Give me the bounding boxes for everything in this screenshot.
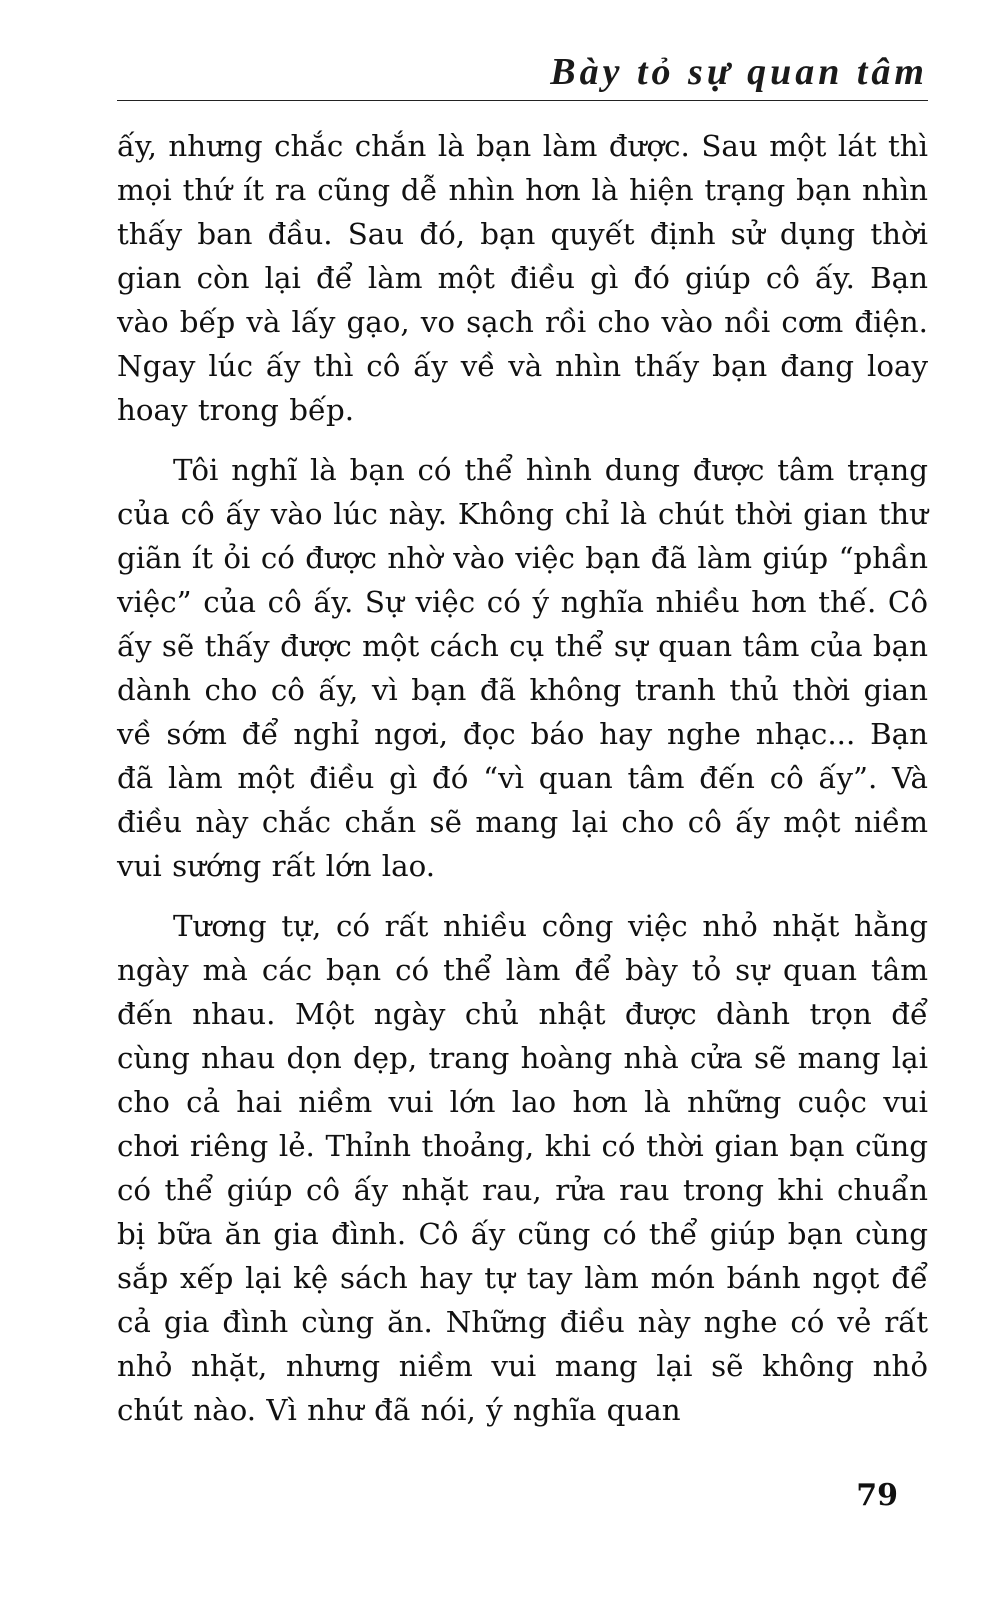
page-number: 79 — [856, 1478, 898, 1513]
running-header — [117, 50, 928, 101]
paragraph: Tôi nghĩ là bạn có thể hình dung được tâm trạng của cô ấy vào lúc này. Không chỉ là chút thời gian thư giãn ít ỏi có được nhờ vào việc bạn đã làm giúp “phần việc” của cô ấy. Sự việc có ý nghĩa nhiều hơn thế. Cô ấy sẽ thấy được một cách cụ thể sự quan tâm của bạn dành cho cô ấy, vì bạn đã không tranh thủ thời gian về sớm để nghỉ ngơi, đọc báo hay nghe nhạc... Bạn đã làm một điều gì đó “vì quan tâm đến cô ấy”. Và điều này chắc chắn sẽ mang lại cho cô ấy một niềm vui sướng rất lớn lao. — [117, 453, 928, 883]
paragraph-continued: ấy, nhưng chắc chắn là bạn làm được. Sau một lát thì mọi thứ ít ra cũng dễ nhìn hơn là hiện trạng bạn nhìn thấy ban đầu. Sau đó, bạn quyết định sử dụng thời gian còn lại để làm một điều gì đó giúp cô ấy. Bạn vào bếp và lấy gạo, vo sạch rồi cho vào nồi cơm điện. Ngay lúc ấy thì cô ấy về và nhìn thấy bạn đang loay hoay trong bếp. — [117, 129, 928, 427]
paragraph: Tương tự, có rất nhiều công việc nhỏ nhặt hằng ngày mà các bạn có thể làm để bày tỏ sự quan tâm đến nhau. Một ngày chủ nhật được dành trọn để cùng nhau dọn dẹp, trang hoàng nhà cửa sẽ mang lại cho cả hai niềm vui lớn lao hơn là những cuộc vui chơi riêng lẻ. Thỉnh thoảng, khi có thời gian bạn cũng có thể giúp cô ấy nhặt rau, rửa rau trong khi chuẩn bị bữa ăn gia đình. Cô ấy cũng có thể giúp bạn cùng sắp xếp lại kệ sách hay tự tay làm món bánh ngọt để cả gia đình cùng ăn. Những điều này nghe có vẻ rất nhỏ nhặt, nhưng niềm vui mang lại sẽ không nhỏ chút nào. Vì như đã nói, ý nghĩa quan — [117, 909, 928, 1427]
body-text — [117, 124, 928, 1432]
running-title: Bày tỏ sự quan tâm — [550, 51, 928, 93]
